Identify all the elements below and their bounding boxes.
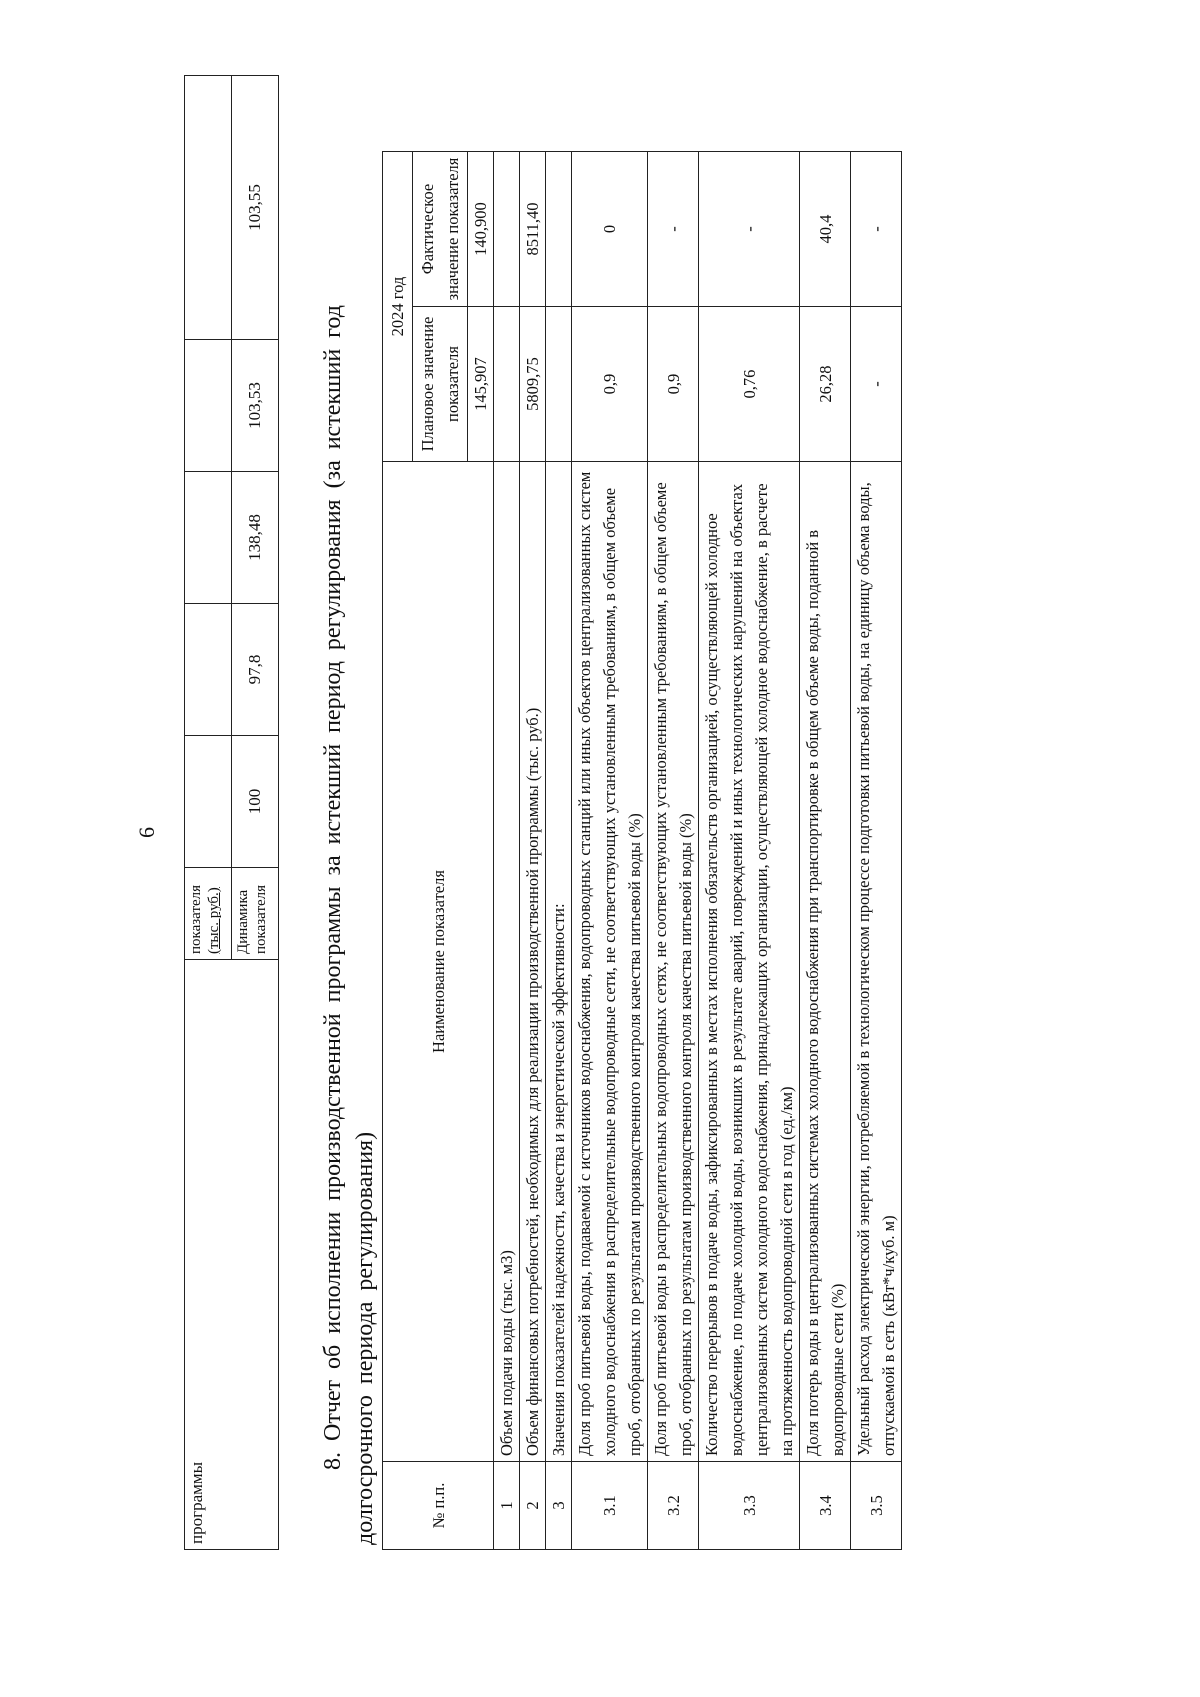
row-num: 3.5: [851, 1462, 902, 1550]
row-plan: [546, 307, 572, 462]
empty-cell: [185, 736, 232, 868]
program-label-cell: [185, 960, 279, 1550]
empty-cell: [185, 340, 232, 472]
row-num: 3: [546, 1462, 572, 1550]
empty-cell: [185, 604, 232, 736]
dynamics-value: 138,48: [232, 472, 279, 604]
dynamics-label: Динамика показателя: [232, 868, 279, 960]
table-row: [520, 152, 546, 1550]
section-title: [317, 70, 381, 1545]
page-number: 6: [134, 827, 159, 838]
empty-cell: [185, 76, 232, 340]
table-row: [572, 152, 648, 1550]
unit-cell: [185, 868, 232, 960]
production-program-report-table: [382, 151, 902, 1550]
row-fact: [546, 152, 572, 307]
row-num: 3.2: [648, 1462, 699, 1550]
row-fact: 40,4: [800, 152, 851, 307]
table-row: [800, 152, 851, 1550]
row-name: Значения показателей надежности, качества и энергетической эффективности:: [546, 462, 572, 1462]
row-name: Доля проб питьевой воды в распределительных водопроводных сетях, не соответствующих установленным требованиям, в общем объеме проб, отобранных по результатам производственного контроля качества питьевой воды (%): [648, 462, 699, 1462]
unit-label: (тыс. руб.): [206, 887, 222, 954]
row-num: 3.4: [800, 1462, 851, 1550]
row-fact: -: [851, 152, 902, 307]
fact-volume: 140,900: [468, 152, 494, 307]
table-row: [185, 76, 232, 1550]
row-fact: 8511,40: [520, 152, 546, 307]
row-name: Количество перерывов в подаче воды, зафиксированных в местах исполнения обязательств организацией, осуществляющей холодное водоснабжение, по подаче холодной воды, возникших в результате аварий, повреждений и иных технологических нарушений на объектах централизованных систем холодного водоснабжения, принадлежащих организации, осуществляющей холодное водоснабжение, в расчете на протяженность водопроводной сети в год (ед./км): [699, 462, 800, 1462]
program-label: программы: [187, 1461, 206, 1544]
table-row: [546, 152, 572, 1550]
row-num: 3.3: [699, 1462, 800, 1550]
dynamics-value: 97,8: [232, 604, 279, 736]
table-row: [851, 152, 902, 1550]
row-name: Удельный расход электрической энергии, потребляемой в технологическом процессе подготовки питьевой воды, на единицу объема воды, отпускаемой в сеть (кВт*ч/куб. м): [851, 462, 902, 1462]
header-plan: Плановое значение показателя: [413, 307, 468, 462]
row-plan: -: [851, 307, 902, 462]
dynamics-value: 100: [232, 736, 279, 868]
table-row: [648, 152, 699, 1550]
row-name: Объем финансовых потребностей, необходимых для реализации производственной программы (тыс. руб.): [520, 462, 546, 1462]
section-title-line2: долгосрочного периода регулирования): [352, 1131, 378, 1545]
row-fact: [494, 152, 520, 307]
section-title-line1: 8. Отчет об исполнении производственной программы за истекший период регулирования (за истекший год: [320, 305, 346, 1470]
header-year: 2024 год: [383, 152, 413, 462]
row-plan: 26,28: [800, 307, 851, 462]
table-row: [494, 152, 520, 1550]
table-header-row: [383, 152, 413, 1550]
dynamics-value: 103,55: [232, 76, 279, 340]
plan-volume: 145,907: [468, 307, 494, 462]
row-name: Доля потерь воды в централизованных системах холодного водоснабжения при транспортировке в общем объеме воды, поданной в водопроводные сети (%): [800, 462, 851, 1462]
row-plan: 5809,75: [520, 307, 546, 462]
empty-cell: [185, 472, 232, 604]
row-name: Доля проб питьевой воды, подаваемой с источников водоснабжения, водопроводных станций или иных объектов централизованных систем холодного водоснабжения в распределительные водопроводные сети, не соответствующих установленным требованиям, в общем объеме проб, отобранных по результатам производственного контроля качества питьевой воды (%): [572, 462, 648, 1462]
header-name: Наименование показателя: [383, 462, 494, 1462]
row-plan: 0,9: [572, 307, 648, 462]
row-fact: -: [699, 152, 800, 307]
row-plan: 0,76: [699, 307, 800, 462]
header-num: № п.п.: [383, 1462, 494, 1550]
row-name: Объем подачи воды (тыс. м3): [494, 462, 520, 1462]
row-plan: [494, 307, 520, 462]
row-num: 1: [494, 1462, 520, 1550]
dynamics-value: 103,53: [232, 340, 279, 472]
unit-prefix: показателя: [188, 884, 204, 954]
row-fact: 0: [572, 152, 648, 307]
row-num: 2: [520, 1462, 546, 1550]
rotated-page-content: [184, 50, 1084, 1550]
row-fact: -: [648, 152, 699, 307]
table-row: [699, 152, 800, 1550]
program-summary-table: [184, 75, 279, 1550]
row-num: 3.1: [572, 1462, 648, 1550]
header-fact: Фактическое значение показателя: [413, 152, 468, 307]
row-plan: 0,9: [648, 307, 699, 462]
